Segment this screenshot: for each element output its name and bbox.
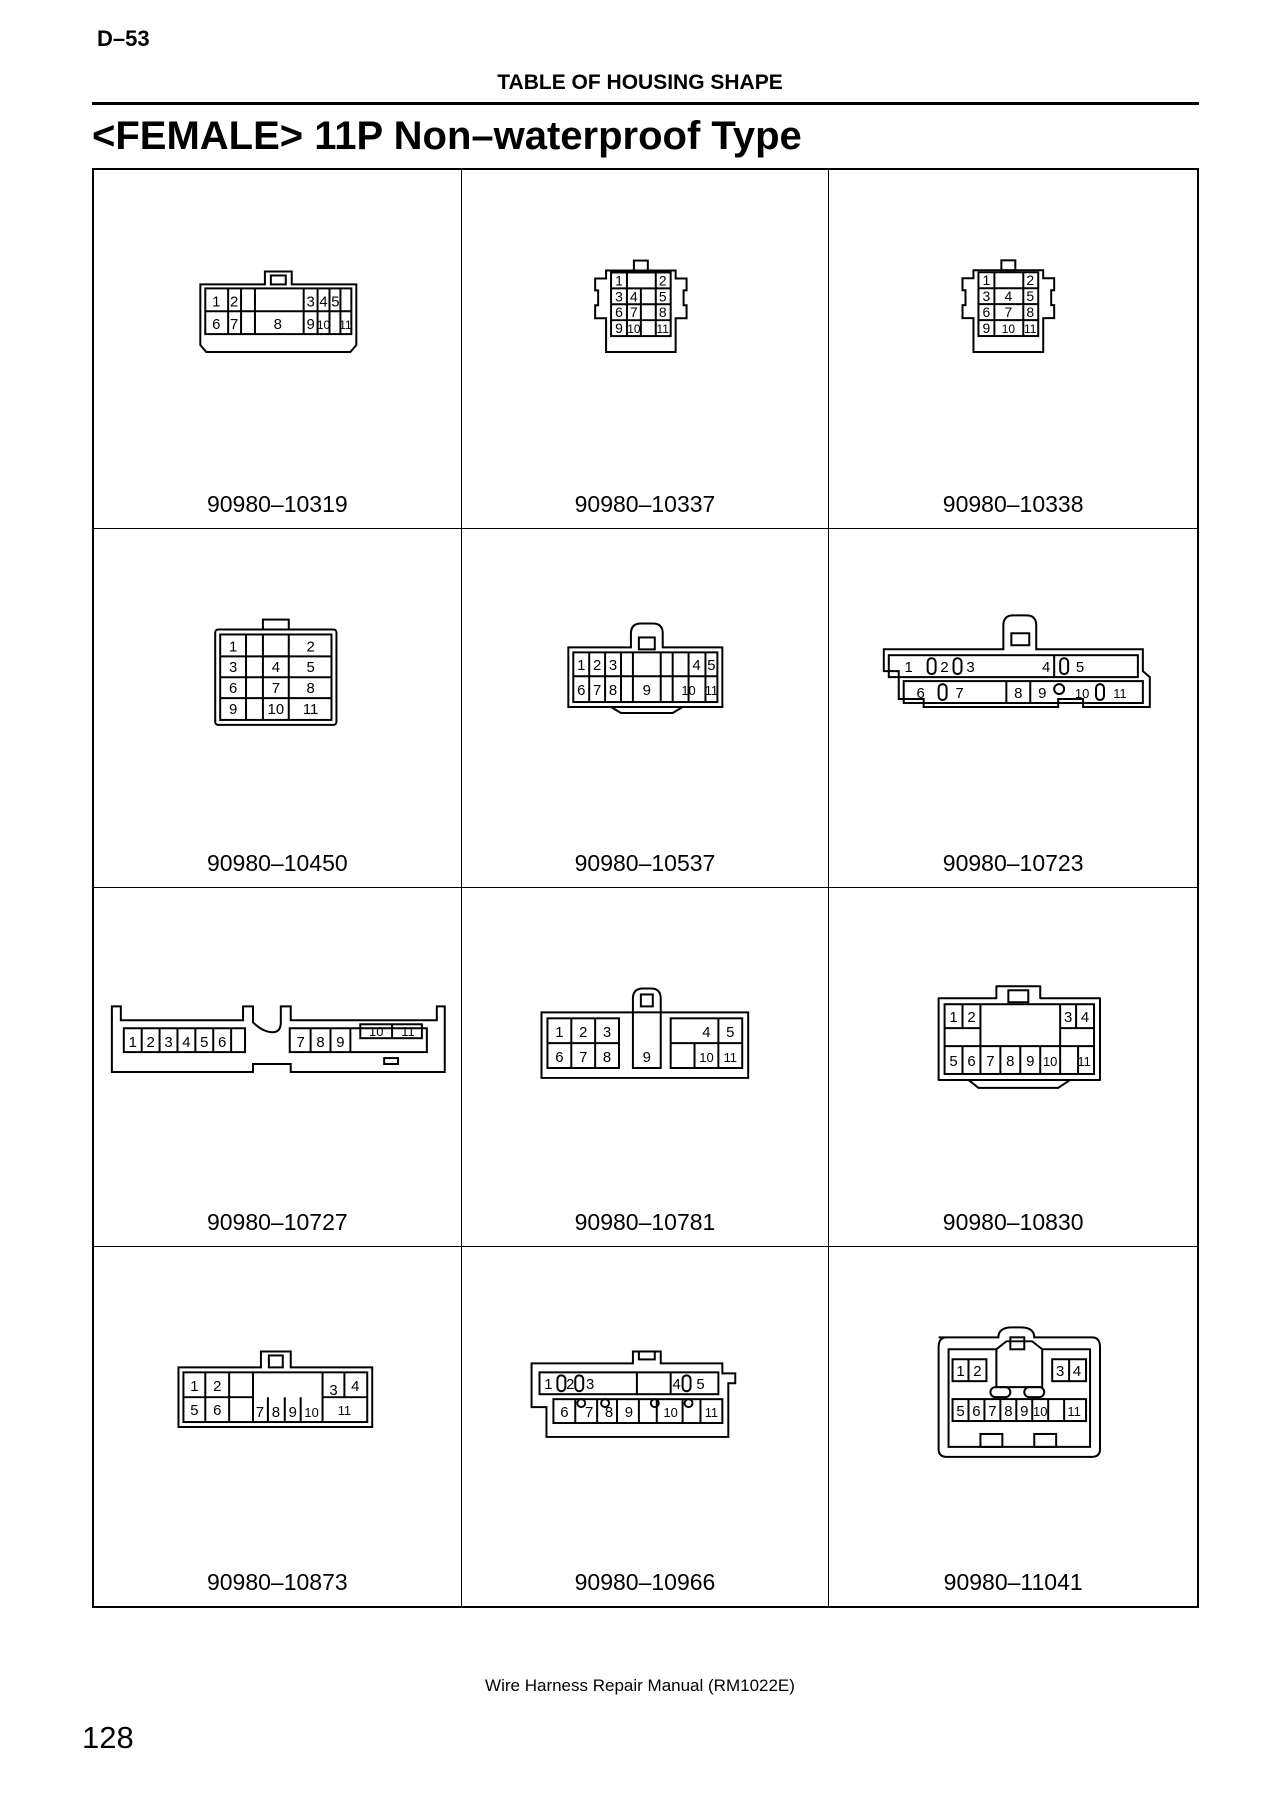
pin-label: 1 bbox=[904, 659, 914, 677]
pin-label: 6 bbox=[212, 317, 221, 334]
pin-label: 10 bbox=[369, 1024, 384, 1040]
connector-cell bbox=[829, 529, 1197, 888]
pin-label: 10 bbox=[1002, 322, 1016, 337]
connector-cell bbox=[94, 170, 462, 529]
pin-label: 8 bbox=[306, 681, 315, 698]
pin-label: 2 bbox=[578, 1025, 588, 1042]
part-number: 90980–10338 bbox=[942, 491, 1084, 517]
connector-diagram bbox=[829, 589, 1197, 829]
pin-label: 7 bbox=[592, 683, 601, 700]
pin-label: 2 bbox=[565, 1377, 575, 1394]
pin-label: 8 bbox=[602, 1050, 611, 1067]
part-number: 90980–10830 bbox=[942, 1209, 1084, 1235]
pin-label: 9 bbox=[614, 320, 623, 337]
pin-label: 4 bbox=[182, 1035, 191, 1052]
part-number: 90980–10337 bbox=[574, 491, 716, 517]
pin-label: 11 bbox=[656, 322, 669, 337]
pin-label: 1 bbox=[212, 294, 221, 311]
connector-diagram bbox=[94, 230, 461, 470]
pin-label: 10 bbox=[1075, 686, 1090, 702]
connector-cell bbox=[462, 1247, 830, 1606]
pin-label: 6 bbox=[218, 1035, 227, 1052]
page-code: D–53 bbox=[97, 26, 150, 51]
connector-cell bbox=[94, 529, 462, 888]
connector-diagram bbox=[462, 1307, 829, 1547]
pin-label: 2 bbox=[1026, 272, 1035, 289]
pin-label: 3 bbox=[608, 658, 617, 675]
pin-label: 6 bbox=[213, 1403, 222, 1420]
pin-label: 6 bbox=[614, 304, 623, 321]
connector-diagram bbox=[94, 1307, 461, 1547]
pin-label: 2 bbox=[146, 1035, 155, 1052]
pin-label: 9 bbox=[1038, 685, 1047, 703]
pin-label: 2 bbox=[306, 639, 315, 656]
connector-cell bbox=[94, 1247, 462, 1606]
pin-label: 8 bbox=[1026, 304, 1035, 321]
pin-label: 11 bbox=[1113, 686, 1127, 702]
connector-diagram bbox=[462, 230, 829, 470]
pin-label: 1 bbox=[543, 1377, 553, 1394]
pin-label: 7 bbox=[296, 1035, 305, 1052]
connector-diagram bbox=[829, 1307, 1197, 1547]
pin-label: 7 bbox=[255, 1405, 265, 1422]
pin-label: 8 bbox=[1004, 1403, 1013, 1421]
part-number: 90980–11041 bbox=[943, 1569, 1083, 1595]
pin-label: 8 bbox=[608, 683, 617, 700]
connector-cell bbox=[462, 529, 830, 888]
manual-footer: Wire Harness Repair Manual (RM1022E) bbox=[485, 1676, 795, 1695]
pin-label: 5 bbox=[949, 1053, 959, 1071]
pin-label: 4 bbox=[1081, 1009, 1090, 1027]
pin-label: 10 bbox=[1043, 1054, 1058, 1070]
pin-label: 7 bbox=[988, 1403, 997, 1421]
connector-diagram bbox=[462, 948, 829, 1188]
pin-label: 4 bbox=[271, 660, 280, 677]
pin-label: 9 bbox=[982, 320, 991, 337]
pin-label: 3 bbox=[1056, 1363, 1065, 1381]
pin-label: 8 bbox=[1014, 685, 1023, 703]
pin-label: 9 bbox=[336, 1035, 345, 1052]
connector-diagram bbox=[829, 230, 1197, 470]
section-title: TABLE OF HOUSING SHAPE bbox=[497, 71, 783, 94]
pin-label: 6 bbox=[916, 685, 926, 703]
pin-label: 9 bbox=[306, 317, 315, 334]
connector-cell bbox=[829, 170, 1197, 529]
pin-label: 1 bbox=[956, 1363, 966, 1381]
pin-label: 1 bbox=[614, 272, 623, 289]
pin-label: 1 bbox=[949, 1009, 959, 1027]
pin-label: 9 bbox=[624, 1405, 633, 1422]
pin-label: 8 bbox=[658, 304, 667, 321]
pin-label: 5 bbox=[306, 660, 315, 677]
pin-label: 1 bbox=[576, 658, 586, 675]
pin-label: 7 bbox=[578, 1050, 588, 1067]
header-rule bbox=[92, 102, 1199, 105]
pin-label: 11 bbox=[339, 318, 352, 333]
pin-label: 7 bbox=[271, 681, 280, 698]
pin-label: 8 bbox=[271, 1405, 280, 1422]
pin-label: 7 bbox=[986, 1053, 995, 1071]
pin-label: 7 bbox=[955, 685, 965, 703]
pin-label: 1 bbox=[128, 1035, 137, 1052]
connector-cell bbox=[94, 888, 462, 1247]
pin-label: 11 bbox=[704, 1405, 718, 1421]
pin-label: 10 bbox=[698, 1050, 714, 1066]
pin-label: 11 bbox=[401, 1024, 415, 1040]
connector-diagram bbox=[94, 948, 461, 1188]
pin-label: 4 bbox=[351, 1379, 360, 1396]
part-number: 90980–10450 bbox=[206, 850, 348, 876]
part-number: 90980–10781 bbox=[574, 1209, 716, 1235]
pin-label: 8 bbox=[316, 1035, 325, 1052]
pin-label: 2 bbox=[229, 294, 239, 311]
pin-label: 5 bbox=[331, 294, 340, 311]
pin-label: 2 bbox=[940, 659, 950, 677]
pin-label: 11 bbox=[723, 1050, 737, 1066]
pin-label: 4 bbox=[672, 1377, 681, 1394]
pin-label: 11 bbox=[1067, 1404, 1082, 1420]
pin-label: 6 bbox=[576, 683, 586, 700]
pin-label: 5 bbox=[725, 1025, 735, 1042]
pin-label: 6 bbox=[982, 304, 991, 321]
connector-diagram bbox=[829, 948, 1197, 1188]
pin-label: 3 bbox=[614, 288, 623, 305]
pin-label: 5 bbox=[695, 1377, 705, 1394]
pin-label: 2 bbox=[592, 658, 601, 675]
pin-label: 10 bbox=[663, 1405, 678, 1421]
pin-label: 4 bbox=[1073, 1363, 1082, 1381]
pin-label: 2 bbox=[658, 272, 667, 289]
pin-label: 9 bbox=[1026, 1053, 1035, 1071]
pin-label: 6 bbox=[967, 1053, 976, 1071]
pin-label: 1 bbox=[554, 1025, 564, 1042]
page-number: 128 bbox=[82, 1720, 134, 1755]
pin-label: 9 bbox=[228, 701, 238, 718]
connector-cell bbox=[462, 170, 830, 529]
pin-label: 10 bbox=[267, 701, 285, 718]
pin-label: 6 bbox=[972, 1403, 981, 1421]
pin-label: 2 bbox=[967, 1009, 976, 1027]
pin-label: 4 bbox=[319, 294, 328, 311]
pin-label: 6 bbox=[554, 1050, 564, 1067]
pin-label: 11 bbox=[704, 683, 718, 699]
pin-label: 1 bbox=[982, 272, 991, 289]
pin-label: 9 bbox=[642, 683, 651, 700]
pin-label: 3 bbox=[306, 294, 315, 311]
pin-label: 9 bbox=[1020, 1403, 1029, 1421]
part-number: 90980–10966 bbox=[574, 1569, 716, 1595]
pin-label: 3 bbox=[1064, 1009, 1073, 1027]
housing-shape-table bbox=[92, 168, 1199, 1608]
pin-label: 4 bbox=[1042, 659, 1051, 677]
pin-label: 5 bbox=[1076, 659, 1085, 677]
part-number: 90980–10727 bbox=[206, 1209, 348, 1235]
pin-label: 6 bbox=[559, 1405, 569, 1422]
pin-label: 10 bbox=[626, 322, 641, 337]
pin-label: 3 bbox=[982, 288, 991, 305]
connector-cell bbox=[462, 888, 830, 1247]
pin-label: 7 bbox=[1004, 304, 1013, 321]
pin-label: 3 bbox=[602, 1025, 611, 1042]
pin-label: 2 bbox=[213, 1379, 222, 1396]
page-title: <FEMALE> 11P Non–waterproof Type bbox=[92, 114, 802, 158]
pin-label: 5 bbox=[1026, 288, 1035, 305]
part-number: 90980–10723 bbox=[942, 850, 1084, 876]
connector-cell bbox=[829, 1247, 1197, 1606]
pin-label: 5 bbox=[956, 1403, 966, 1421]
pin-label: 5 bbox=[658, 288, 667, 305]
part-number: 90980–10319 bbox=[206, 491, 348, 517]
pin-label: 9 bbox=[642, 1050, 651, 1067]
pin-label: 4 bbox=[629, 288, 638, 305]
pin-label: 11 bbox=[1077, 1054, 1092, 1070]
pin-label: 5 bbox=[190, 1403, 199, 1420]
pin-label: 8 bbox=[1006, 1053, 1015, 1071]
pin-label: 11 bbox=[337, 1403, 352, 1419]
pin-label: 10 bbox=[1033, 1404, 1048, 1420]
pin-label: 8 bbox=[604, 1405, 613, 1422]
connector-diagram bbox=[94, 589, 461, 829]
pin-label: 3 bbox=[164, 1035, 173, 1052]
pin-label: 5 bbox=[706, 658, 716, 675]
pin-label: 6 bbox=[228, 681, 238, 698]
pin-label: 11 bbox=[302, 701, 319, 718]
pin-label: 4 bbox=[1004, 288, 1013, 305]
pin-label: 2 bbox=[973, 1363, 982, 1381]
pin-label: 7 bbox=[229, 317, 239, 334]
pin-label: 10 bbox=[316, 318, 331, 333]
pin-label: 7 bbox=[584, 1405, 593, 1422]
pin-label: 3 bbox=[329, 1383, 338, 1400]
pin-label: 9 bbox=[288, 1405, 297, 1422]
pin-label: 10 bbox=[681, 683, 696, 699]
pin-label: 7 bbox=[629, 304, 638, 321]
pin-label: 11 bbox=[1024, 322, 1037, 337]
pin-label: 3 bbox=[966, 659, 975, 677]
part-number: 90980–10537 bbox=[574, 850, 716, 876]
connector-diagram bbox=[462, 589, 829, 829]
part-number: 90980–10873 bbox=[206, 1569, 348, 1595]
pin-label: 5 bbox=[200, 1035, 209, 1052]
pin-label: 8 bbox=[273, 317, 282, 334]
pin-label: 3 bbox=[228, 660, 238, 677]
pin-label: 1 bbox=[190, 1379, 199, 1396]
pin-label: 10 bbox=[304, 1405, 319, 1421]
pin-label: 3 bbox=[585, 1377, 594, 1394]
pin-label: 4 bbox=[701, 1025, 711, 1042]
connector-cell bbox=[829, 888, 1197, 1247]
pin-label: 4 bbox=[692, 658, 701, 675]
pin-label: 1 bbox=[228, 639, 238, 656]
